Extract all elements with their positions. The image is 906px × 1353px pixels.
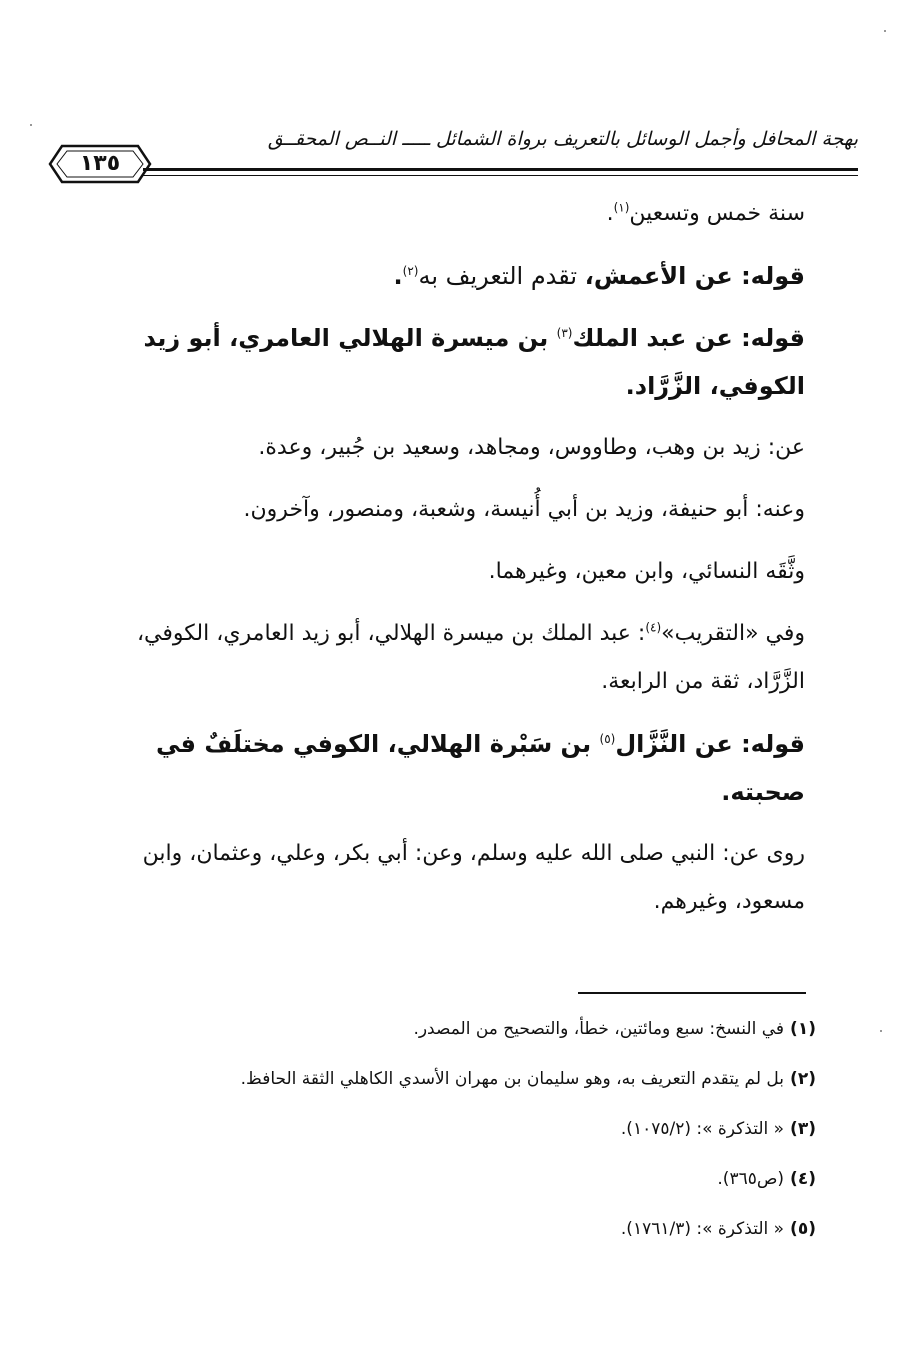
footnote-separator [578, 992, 806, 994]
footnote-ref[interactable]: (٢) [402, 264, 419, 278]
paragraph: سنة خمس وتسعين$^{(١)}$. [606, 200, 805, 226]
paragraph-entry-heading: قوله: عن الأعمش، تقدم التعريف به$^{(٢)}$. [393, 262, 805, 290]
scan-speck [884, 30, 886, 32]
footnote: (٥)« التذكرة »: (١٧٦١/٣). [620, 1219, 816, 1239]
page-number: ١٣٥ [79, 151, 121, 176]
paragraph: وثَّقَه النسائي، وابن معين، وغيرهما. [488, 559, 805, 584]
footnote: (١)في النسخ: سبع ومائتين، خطأ، والتصحيح من المصدر. [413, 1019, 816, 1039]
footnote-ref[interactable]: (٥) [599, 732, 616, 746]
footnotes [150, 1004, 816, 1254]
paragraph: وفي «التقريب»$^{(٤)}$: عبد الملك بن ميسرة الهلالي، أبو زيد العامري، الكوفي، الزَّرَّاد، ثقة من الرابعة. [136, 620, 805, 694]
footnote-ref[interactable]: (١) [613, 200, 630, 215]
paragraph: وعنه: أبو حنيفة، وزيد بن أبي أُنيسة، وشعبة، ومنصور، وآخرون. [243, 497, 805, 522]
paragraph-entry-heading: قوله: عن النَّزَّال$^{(٥)}$ بن سَبْرة الهلالي، الكوفي مختلَفٌ في صحبته. [155, 730, 805, 806]
footnote: (٣)« التذكرة »: (١٠٧٥/٢). [620, 1119, 816, 1139]
paragraph: روى عن: النبي صلى الله عليه وسلم، وعن: أبي بكر، وعلي، وعثمان، وابن مسعود، وغيرهم. [142, 841, 805, 914]
paragraph-entry-heading: قوله: عن عبد الملك$^{(٣)}$ بن ميسرة الهلالي العامري، أبو زيد الكوفي، الزَّرَّاد. [143, 324, 805, 400]
footnote: (٤)(ص٣٦٥). [717, 1169, 816, 1189]
scan-speck [880, 1030, 882, 1032]
scan-speck [30, 124, 32, 126]
header-rule-thick [143, 168, 858, 171]
page-number-frame [48, 143, 152, 185]
running-header [48, 118, 858, 188]
header-rule-thin [143, 175, 858, 176]
running-title: بهجة المحافل وأجمل الوسائل بالتعريف برواة الشمائل ـــــ النــص المحقــق [267, 128, 858, 150]
footnote-ref[interactable]: (٤) [645, 620, 662, 635]
footnote-ref[interactable]: (٣) [556, 326, 573, 340]
main-text [85, 190, 805, 926]
paragraph: عن: زيد بن وهب، وطاووس، ومجاهد، وسعيد بن جُبير، وعدة. [258, 435, 805, 460]
footnote: (٢)بل لم يتقدم التعريف به، وهو سليمان بن مهران الأسدي الكاهلي الثقة الحافظ. [240, 1069, 816, 1089]
